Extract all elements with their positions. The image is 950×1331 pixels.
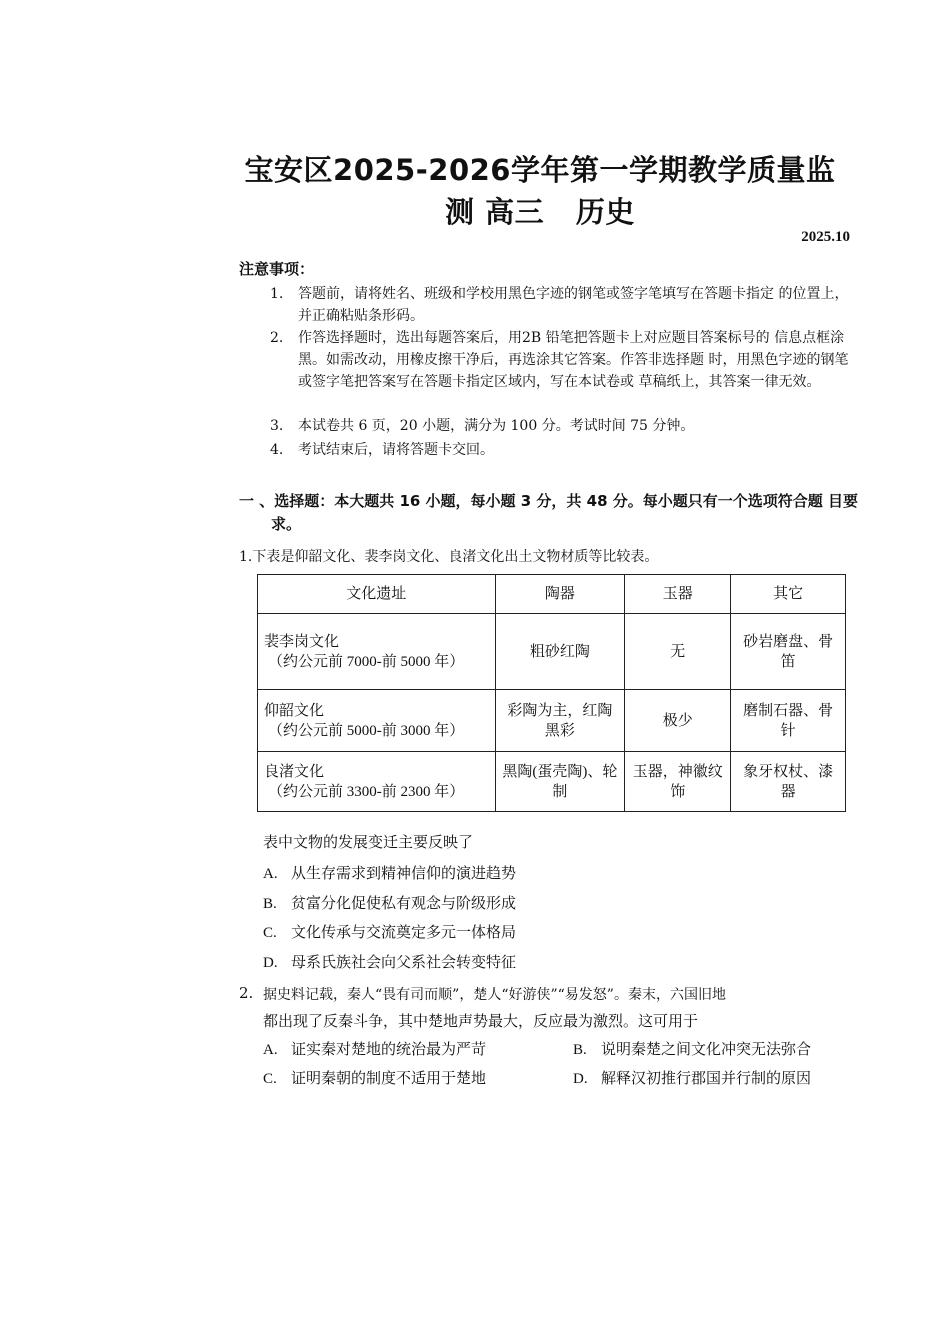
table-cell-site [258, 614, 496, 690]
table-cell-pottery: 黑陶(蛋壳陶)、轮制 [495, 752, 625, 812]
option-text: 贫富分化促使私有观念与阶级形成 [291, 896, 517, 912]
table-row [258, 752, 846, 812]
option-text: 说明秦楚之间文化冲突无法弥合 [601, 1042, 812, 1058]
question-1-prompt: 表中文物的发展变迁主要反映了 [263, 835, 474, 851]
section-heading: 一 、选择题：本大题共 16 小题，每小题 3 分，共 48 分。每小题只有一个选项符合题 目要求。 [239, 492, 858, 533]
option-text: 母系氏族社会向父系社会转变特征 [291, 955, 517, 971]
option-text: 文化传承与交流奠定多元一体格局 [291, 925, 517, 941]
q2-option-c [263, 1067, 486, 1088]
notice-item-text: 答题前，请将姓名、班级和学校用黑色字迹的钢笔或签字笔填写在答题卡指定 的位置上，并正确粘贴条形码。 [298, 286, 849, 324]
exam-title-line2: 测 高三 历史 [445, 195, 635, 229]
option-label: C. [263, 1071, 277, 1087]
option-text: 从生存需求到精神信仰的演进趋势 [291, 866, 517, 882]
culture-comparison-table [257, 574, 846, 812]
q1-option-d [263, 951, 516, 972]
exam-title-line1: 宝安区2025-2026学年第一学期教学质量监 [244, 153, 836, 187]
q1-option-c [263, 921, 516, 942]
notice-item-text: 作答选择题时，选出每题答案后，用2B 铅笔把答题卡上对应题目答案标号的 信息点框涂黑。如需改动，用橡皮擦干净后，再选涂其它答案。作答非选择题 时，用黑色字迹的钢笔或签字笔把答案写在答题卡指定区域内，写在本试卷或 草稿纸上，其答案一律无效。 [298, 330, 849, 390]
table-cell-pottery: 彩陶为主，红陶黑彩 [495, 690, 625, 752]
table-header-jade: 玉器 [625, 575, 731, 614]
table-header-site: 文化遗址 [258, 575, 496, 614]
exam-date: 2025.10 [801, 229, 850, 245]
site-name: 仰韶文化 [264, 702, 325, 719]
site-period: （约公元前 3300-前 2300 年） [268, 783, 465, 800]
site-name: 裴李岗文化 [264, 633, 340, 650]
table-header-pottery: 陶器 [495, 575, 625, 614]
question-2-stem-line1: 据史料记载，秦人“畏有司而顺”，楚人“好游侠”“易发怒”。秦末，六国旧地 [263, 987, 726, 1003]
site-period: （约公元前 5000-前 3000 年） [268, 722, 465, 739]
notice-item-4 [270, 439, 860, 461]
table-header-row [258, 575, 846, 614]
notice-item-2 [270, 327, 860, 393]
table-cell-site [258, 690, 496, 752]
question-2-number: 2. [239, 984, 254, 1002]
table-cell-other: 砂岩磨盘、骨笛 [731, 614, 846, 690]
table-cell-jade: 无 [625, 614, 731, 690]
site-period: （约公元前 7000-前 5000 年） [268, 653, 465, 670]
notice-item-number: 3. [270, 418, 284, 434]
notice-item-text: 本试卷共 6 页，20 小题，满分为 100 分。考试时间 75 分钟。 [298, 418, 695, 434]
table-header-other: 其它 [731, 575, 846, 614]
option-label: A. [263, 866, 278, 882]
notice-item-text: 考试结束后，请将答题卡交回。 [298, 442, 494, 458]
option-text: 解释汉初推行郡国并行制的原因 [601, 1071, 812, 1087]
table-cell-jade: 玉器，神徽纹饰 [625, 752, 731, 812]
notice-item-3 [270, 415, 860, 437]
q1-option-b [263, 892, 516, 913]
option-text: 证明秦朝的制度不适用于楚地 [291, 1071, 487, 1087]
notice-item-number: 4. [270, 442, 284, 458]
table-cell-other: 磨制石器、骨针 [731, 690, 846, 752]
notice-item-number: 2. [270, 330, 284, 346]
table-cell-jade: 极少 [625, 690, 731, 752]
table-cell-pottery: 粗砂红陶 [495, 614, 625, 690]
site-name: 良渚文化 [264, 763, 325, 780]
option-label: C. [263, 925, 277, 941]
table-row [258, 690, 846, 752]
question-1-stem: 1.下表是仰韶文化、裴李岗文化、良渚文化出土文物材质等比较表。 [239, 549, 659, 565]
question-2-stem-line2: 都出现了反秦斗争，其中楚地声势最大，反应最为激烈。这可用于 [263, 1014, 699, 1030]
q2-option-b [573, 1038, 811, 1059]
q2-option-d [573, 1067, 811, 1088]
option-label: D. [263, 955, 278, 971]
option-label: B. [573, 1042, 587, 1058]
table-cell-other: 象牙权杖、漆器 [731, 752, 846, 812]
notice-item-number: 1. [270, 286, 284, 302]
table-row [258, 614, 846, 690]
option-label: D. [573, 1071, 588, 1087]
notice-heading: 注意事项： [239, 260, 315, 278]
q2-option-a [263, 1038, 486, 1059]
q1-option-a [263, 862, 516, 883]
option-text: 证实秦对楚地的统治最为严苛 [291, 1042, 487, 1058]
table-cell-site [258, 752, 496, 812]
notice-item-1 [270, 283, 860, 327]
option-label: B. [263, 896, 277, 912]
option-label: A. [263, 1042, 278, 1058]
